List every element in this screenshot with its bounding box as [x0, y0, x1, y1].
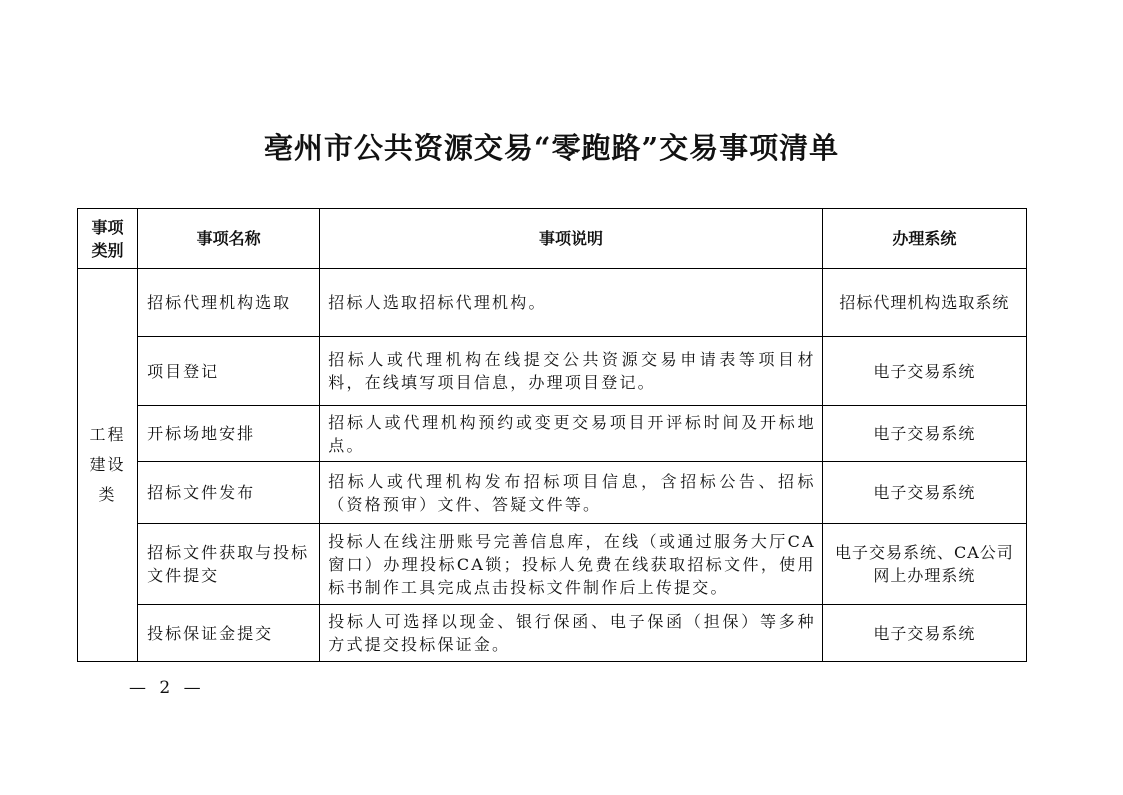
- table-row: [78, 524, 1027, 605]
- item-system: 电子交易系统: [822, 462, 1026, 524]
- item-name: 招标文件获取与投标文件提交: [138, 524, 320, 605]
- item-description: 招标人或代理机构预约或变更交易项目开评标时间及开标地点。: [320, 406, 823, 462]
- header-system: 办理系统: [822, 209, 1026, 269]
- item-name: 招标文件发布: [138, 462, 320, 524]
- item-description: 投标人在线注册账号完善信息库，在线（或通过服务大厅CA窗口）办理投标CA锁；投标人免费在线获取招标文件，使用标书制作工具完成点击投标文件制作后上传提交。: [320, 524, 823, 605]
- table-row: [78, 337, 1027, 406]
- item-description: 招标人或代理机构发布招标项目信息，含招标公告、招标（资格预审）文件、答疑文件等。: [320, 462, 823, 524]
- table-row: [78, 605, 1027, 662]
- table-header: [78, 209, 1027, 269]
- header-description: 事项说明: [320, 209, 823, 269]
- header-row: [78, 209, 1027, 269]
- item-description: 招标人或代理机构在线提交公共资源交易申请表等项目材料，在线填写项目信息，办理项目登记。: [320, 337, 823, 406]
- header-category-label: 事项类别: [91, 217, 124, 260]
- item-system: 电子交易系统: [822, 406, 1026, 462]
- item-name: 开标场地安排: [138, 406, 320, 462]
- table-row: [78, 269, 1027, 337]
- category-label: 工程建设类: [89, 425, 126, 504]
- header-category: [78, 209, 138, 269]
- item-system: 电子交易系统: [822, 605, 1026, 662]
- item-system: 电子交易系统: [822, 337, 1026, 406]
- item-description: 投标人可选择以现金、银行保函、电子保函（担保）等多种方式提交投标保证金。: [320, 605, 823, 662]
- table-body: [78, 269, 1027, 662]
- page-title: 亳州市公共资源交易“零跑路”交易事项清单: [263, 131, 840, 165]
- item-name: 招标代理机构选取: [138, 269, 320, 337]
- item-description: 招标人选取招标代理机构。: [320, 269, 823, 337]
- table-row: [78, 462, 1027, 524]
- page-number: — 2 —: [129, 678, 205, 698]
- table-row: [78, 406, 1027, 462]
- header-name: 事项名称: [138, 209, 320, 269]
- category-cell: [78, 269, 138, 662]
- item-name: 项目登记: [138, 337, 320, 406]
- item-system: 招标代理机构选取系统: [822, 269, 1026, 337]
- item-name: 投标保证金提交: [138, 605, 320, 662]
- item-system: 电子交易系统、CA公司网上办理系统: [822, 524, 1026, 605]
- matters-table: [77, 208, 1027, 662]
